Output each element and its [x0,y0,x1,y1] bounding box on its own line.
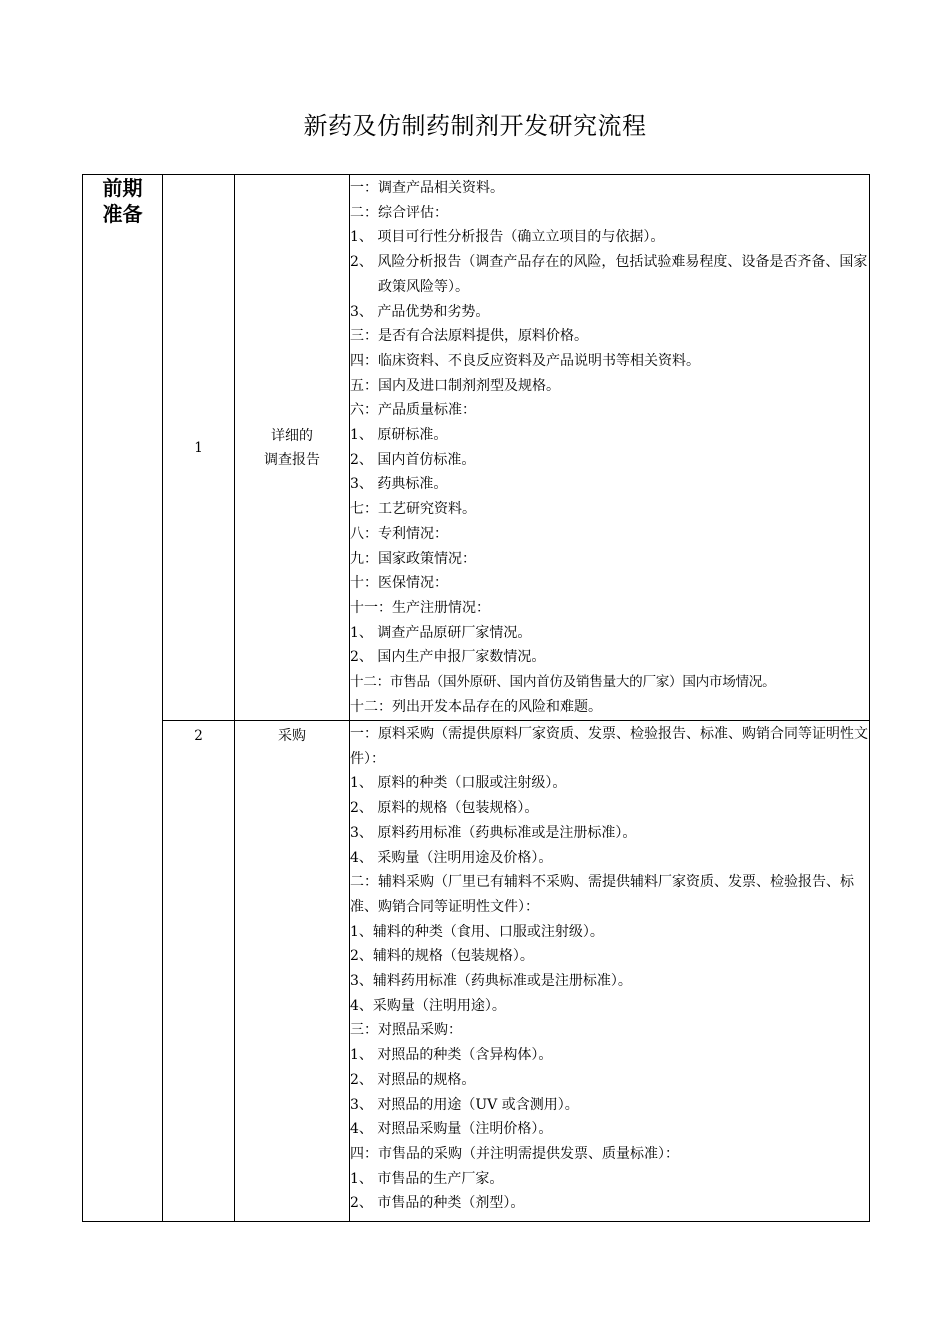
content-line: 2、 国内生产申报厂家数情况。 [350,649,546,666]
content-line: 三：对照品采购： [350,1022,462,1039]
content-line: 六：产品质量标准： [350,402,476,419]
content-cell [350,721,870,1222]
content-line: 4、 采购量（注明用途及价格）。 [350,849,553,866]
content-line: 2、 国内首仿标准。 [350,451,476,468]
content-line: 七：工艺研究资料。 [350,501,476,518]
content-line: 二：综合评估： [350,204,448,221]
content-line: 一：原料采购（需提供原料厂家资质、发票、检验报告、标准、购销合同等证明性文件）： [350,726,868,767]
item-cell [235,721,350,1222]
table-row [83,721,870,1222]
content-line: 十二：市售品（国外原研、国内首仿及销售量大的厂家）国内市场情况。 [350,674,776,691]
content-line: 十二：列出开发本品存在的风险和难题。 [350,698,602,715]
content-line: 4、采购量（注明用途）。 [350,997,506,1014]
content-cell [350,175,870,721]
phase-cell [83,175,163,1222]
phase-label-line2: 准备 [102,202,143,226]
content-line: 3、辅料药用标准（药典标准或是注册标准）。 [350,973,632,990]
content-line: 2、 对照品的规格。 [350,1071,476,1088]
row-number: 1 [163,175,235,721]
item-label-line2: 调查报告 [264,451,320,468]
row-number: 2 [163,721,235,1222]
content-line: 三：是否有合法原料提供，原料价格。 [350,328,588,345]
content-line: 1、 市售品的生产厂家。 [350,1170,504,1187]
content-line: 1、 调查产品原研厂家情况。 [350,624,532,641]
content-line: 八：专利情况： [350,525,448,542]
content-line: 四：市售品的采购（并注明需提供发票、质量标准）： [350,1145,679,1162]
content-line: 二：辅料采购（厂里已有辅料不采购、需提供辅料厂家资质、发票、检验报告、标准、购销合同等证明性文件）： [350,874,854,915]
phase-label-line1: 前期 [102,176,143,200]
content-line: 1、辅料的种类（食用、口服或注射级）。 [350,923,604,940]
content-line: 2、辅料的规格（包装规格）。 [350,948,534,965]
table-row [83,175,870,721]
content-line: 1、 原研标准。 [350,427,448,444]
content-line: 3、 药典标准。 [350,476,448,493]
content-line: 1、 项目可行性分析报告（确立立项目的与依据）。 [350,229,665,246]
item-label-line1: 采购 [278,728,306,744]
content-line: 十一：生产注册情况： [350,599,490,616]
content-line: 九：国家政策情况： [350,550,476,567]
content-line: 2、 原料的规格（包装规格）。 [350,800,539,817]
content-line: 2、 风险分析报告（调查产品存在的风险，包括试验难易程度、设备是否齐备、国家政策风险等）。 [350,254,868,295]
content-line: 3、 原料药用标准（药典标准或是注册标准）。 [350,824,637,841]
content-line: 2、 市售品的种类（剂型）。 [350,1195,525,1212]
content-line: 1、 原料的种类（口服或注射级）。 [350,775,567,792]
content-line: 3、 对照品的用途（UV 或含测用）。 [350,1096,579,1113]
content-line: 4、 对照品采购量（注明价格）。 [350,1121,553,1138]
content-line: 五：国内及进口制剂剂型及规格。 [350,377,560,394]
document-title: 新药及仿制药制剂开发研究流程 [303,112,647,140]
item-cell [235,175,350,721]
item-label-line1: 详细的 [271,427,313,444]
content-line: 一：调查产品相关资料。 [350,180,504,196]
content-line: 四：临床资料、不良反应资料及产品说明书等相关资料。 [350,352,700,369]
content-line: 3、 产品优势和劣势。 [350,303,490,320]
process-table [82,174,870,1222]
content-line: 1、 对照品的种类（含异构体）。 [350,1047,553,1064]
content-line: 十：医保情况： [350,575,448,592]
